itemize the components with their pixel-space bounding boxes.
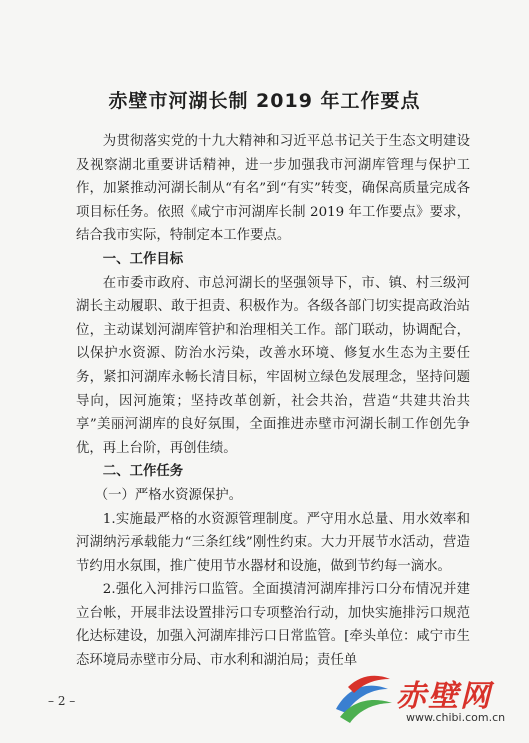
task-item-2: 2.强化入河排污口监管。全面摸清河湖库排污口分布情况并建立台帐，开展非法设置排污口专项整治行动，加快实施排污口规范化达标建设，加强入河湖库排污口日常监管。[牵头单位：咸宁市生态环境局赤壁市分局、市水利和湖泊局；责任单 — [76, 582, 470, 669]
logo-url: www.chibi.com.cn — [406, 711, 506, 724]
document-title: 赤壁市河湖长制 2019 年工作要点 — [108, 90, 421, 112]
task-item-1: 1.实施最严格的水资源管理制度。严守用水总量、用水效率和河湖纳污承载能力“三条红线”刚性约束。大力开展节水活动，营造节约用水氛围，推广使用节水器材和设施，做到节约每一滴水。 — [76, 511, 470, 574]
wave-logo-icon — [330, 669, 400, 729]
document-body — [76, 130, 470, 673]
section-heading-goals: 一、工作目标 — [102, 251, 184, 267]
intro-paragraph: 为贯彻落实党的十九大精神和习近平总书记关于生态文明建设及视察湖北重要讲话精神，进一步加强我市河湖库管理与保护工作，加紧推动河湖长制从“有名”到“有实”转变，确保高质量完成各项目标任务。依照《咸宁市河湖库长制 2019 年工作要点》要求，结合我市实际，特制定本工作要点。 — [76, 134, 470, 244]
site-watermark-logo — [330, 665, 520, 735]
subsection-heading-water: （一）严格水资源保护。 — [94, 487, 243, 503]
logo-text: 赤壁网 — [396, 679, 492, 714]
section-heading-tasks: 二、工作任务 — [102, 464, 184, 480]
goals-paragraph: 在市委市政府、市总河湖长的坚强领导下，市、镇、村三级河湖长主动履职、敢于担责、积极作为。各级各部门切实提高政治站位，主动谋划河湖库管护和治理相关工作。部门联动，协调配合，以保护水资源、防治水污染，改善水环境、修复水生态为主要任务，紧扣河湖库永畅长清目标，牢固树立绿色发展理念，坚持问题导向，因河施策；坚持改革创新，社会共治，营造“共建共治共享”美丽河湖库的良好氛围，全面推进赤壁市河湖长制工作创先争优，再上台阶，再创佳绩。 — [76, 275, 470, 456]
page-number: – 2 – — [48, 694, 76, 708]
